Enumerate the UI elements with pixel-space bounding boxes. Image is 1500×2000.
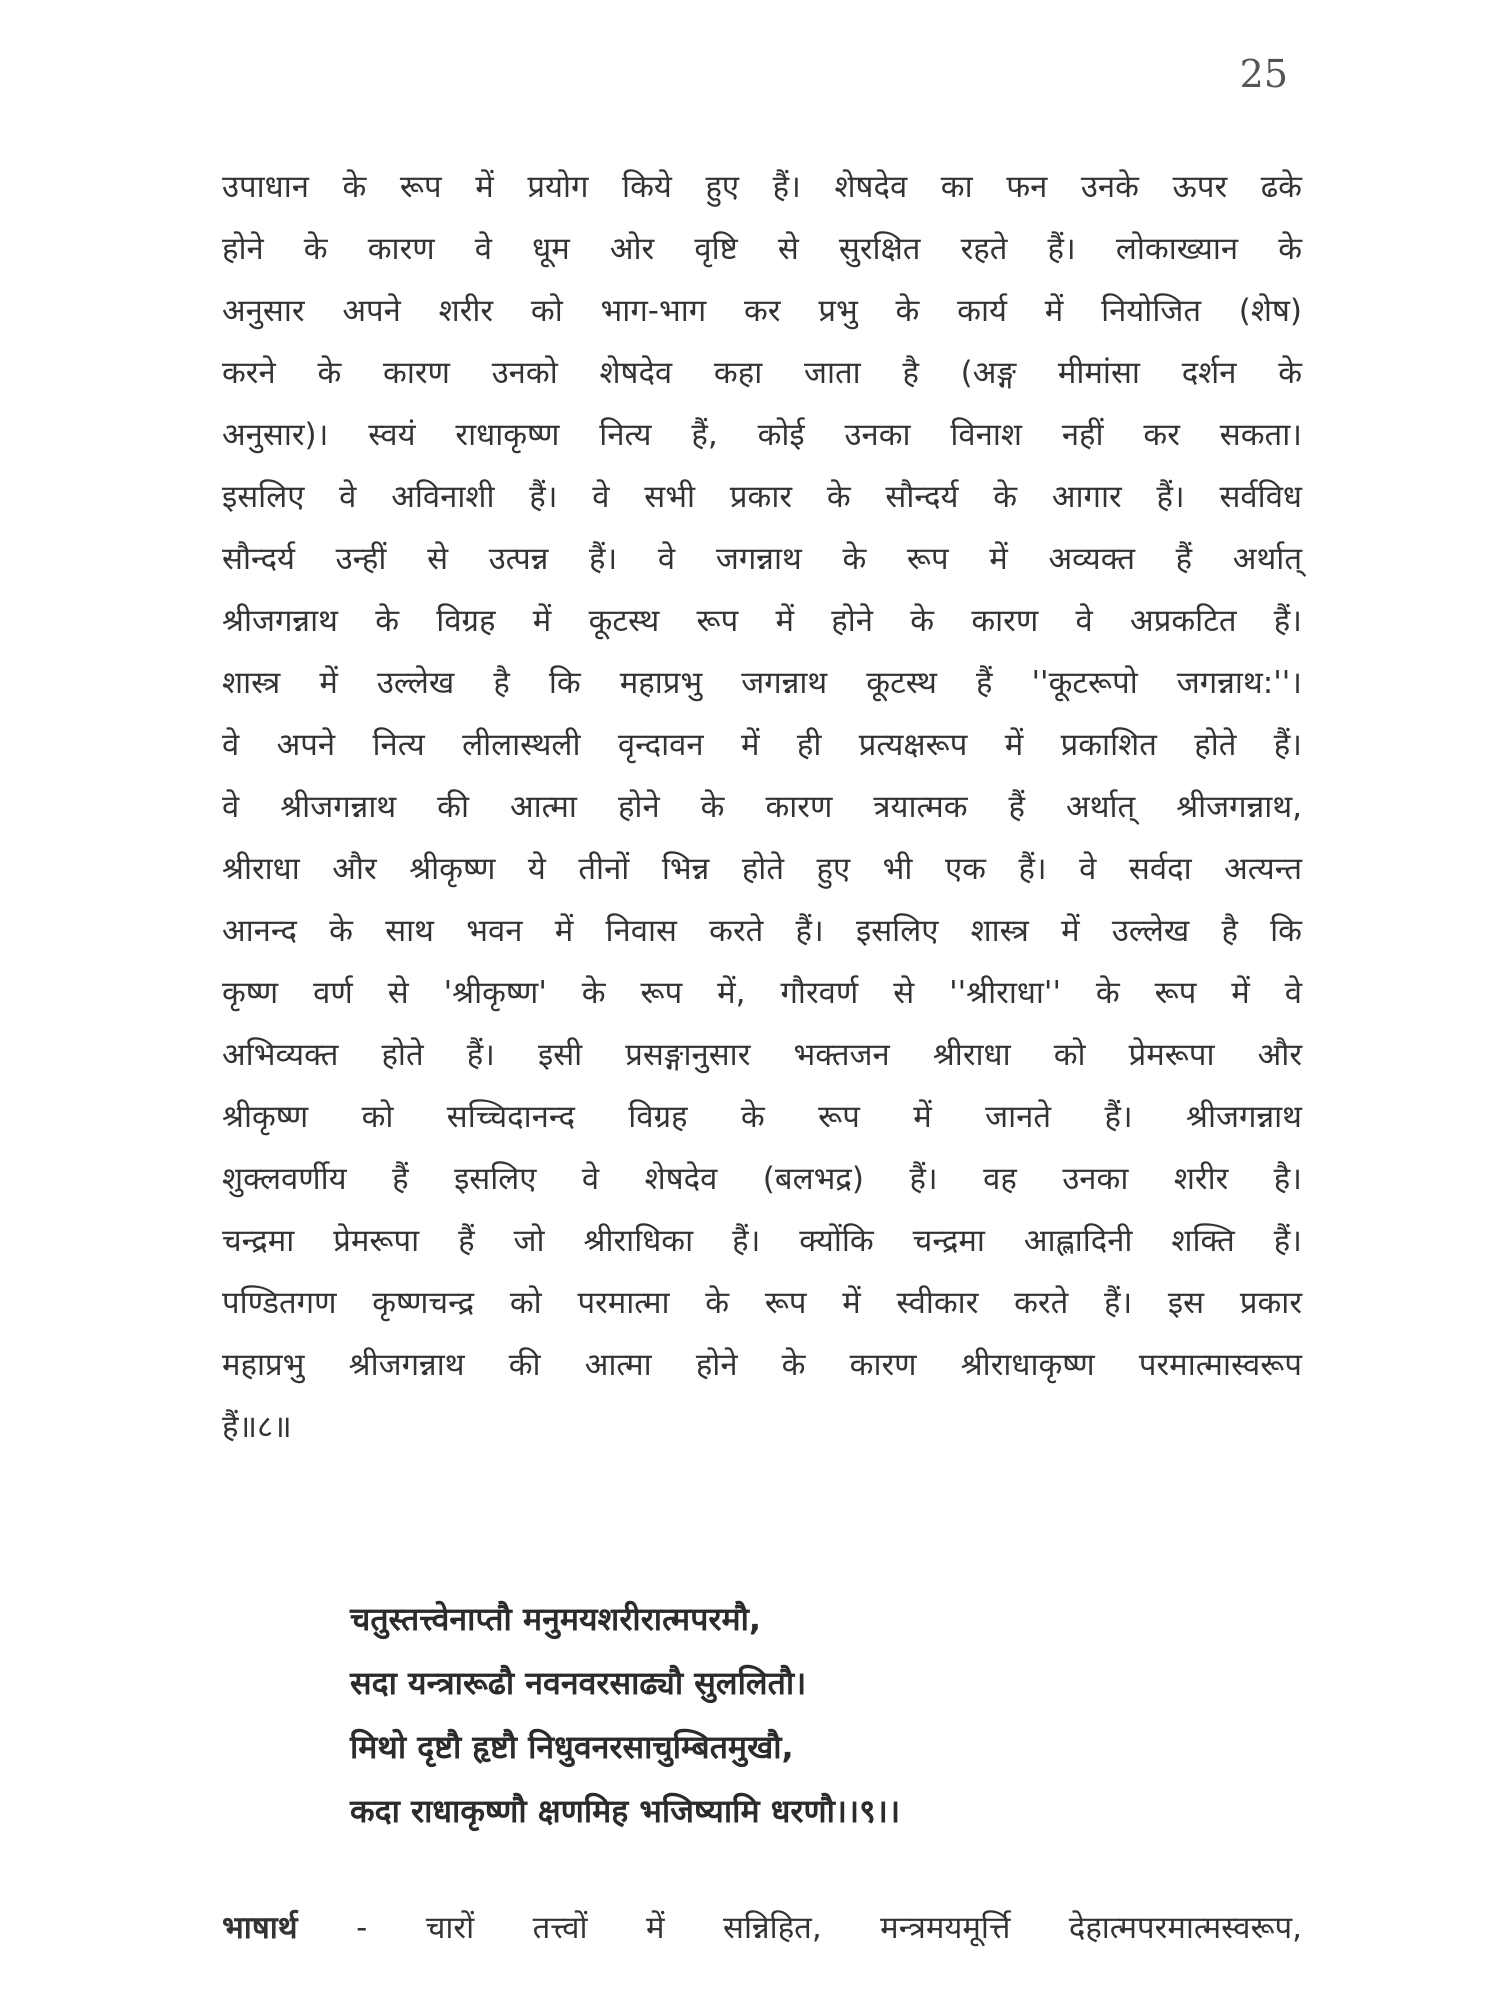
verse-line: चतुस्तत्त्वेनाप्तौ मनुमयशरीरात्मपरमौ, <box>350 1600 762 1638</box>
page-number: 25 <box>1239 52 1288 96</box>
prose-line: करने के कारण उनको शेषदेव कहा जाता है (अङ्ग मीमांसा दर्शन के <box>222 355 1302 391</box>
prose-line: महाप्रभु श्रीजगन्नाथ की आत्मा होने के कारण श्रीराधाकृष्ण परमात्मास्वरूप <box>222 1347 1302 1383</box>
prose-line: हैं॥८॥ <box>222 1409 292 1445</box>
prose-line: चन्द्रमा प्रेमरूपा हैं जो श्रीराधिका हैं। क्योंकि चन्द्रमा आह्लादिनी शक्ति हैं। <box>222 1223 1302 1259</box>
sanskrit-verse <box>350 1587 1300 1843</box>
prose-line: सौन्दर्य उन्हीं से उत्पन्न हैं। वे जगन्नाथ के रूप में अव्यक्त हैं अर्थात् <box>222 541 1302 577</box>
prose-line: इसलिए वे अविनाशी हैं। वे सभी प्रकार के सौन्दर्य के आगार हैं। सर्वविध <box>222 479 1302 515</box>
prose-line: पण्डितगण कृष्णचन्द्र को परमात्मा के रूप में स्वीकार करते हैं। इस प्रकार <box>222 1285 1302 1321</box>
prose-line: होने के कारण वे धूम ओर वृष्टि से सुरक्षित रहते हैं। लोकाख्यान के <box>222 231 1302 267</box>
meaning-text: - चारों तत्त्वों में सन्निहित, मन्त्रमयमूर्त्ति देहात्मपरमात्मस्वरूप, <box>356 1910 1303 1946</box>
verse-line: मिथो दृष्टौ हृष्टौ निधुवनरसाचुम्बितमुखौ, <box>350 1728 794 1766</box>
prose-line: श्रीराधा और श्रीकृष्ण ये तीनों भिन्न होते हुए भी एक हैं। वे सर्वदा अत्यन्त <box>222 851 1302 887</box>
prose-line: अभिव्यक्त होते हैं। इसी प्रसङ्गानुसार भक्तजन श्रीराधा को प्रेमरूपा और <box>222 1037 1302 1073</box>
prose-line: अनुसार)। स्वयं राधाकृष्ण नित्य हैं, कोई उनका विनाश नहीं कर सकता। <box>222 417 1302 453</box>
prose-line: श्रीकृष्ण को सच्चिदानन्द विग्रह के रूप में जानते हैं। श्रीजगन्नाथ <box>222 1099 1302 1135</box>
prose-line: कृष्ण वर्ण से 'श्रीकृष्ण' के रूप में, गौरवर्ण से ''श्रीराधा'' के रूप में वे <box>222 975 1302 1011</box>
prose-line: अनुसार अपने शरीर को भाग-भाग कर प्रभु के कार्य में नियोजित (शेष) <box>222 293 1302 329</box>
prose-line: आनन्द के साथ भवन में निवास करते हैं। इसलिए शास्त्र में उल्लेख है कि <box>222 913 1302 949</box>
prose-line: वे अपने नित्य लीलास्थली वृन्दावन में ही प्रत्यक्षरूप में प्रकाशित होते हैं। <box>222 727 1302 763</box>
prose-line: श्रीजगन्नाथ के विग्रह में कूटस्थ रूप में होने के कारण वे अप्रकटित हैं। <box>222 603 1302 639</box>
prose-paragraph <box>222 156 1302 1458</box>
meaning-label: भाषार्थ <box>222 1910 298 1946</box>
prose-line: उपाधान के रूप में प्रयोग किये हुए हैं। शेषदेव का फन उनके ऊपर ढके <box>222 169 1302 205</box>
prose-line: शास्त्र में उल्लेख है कि महाप्रभु जगन्नाथ कूटस्थ हैं ''कूटरूपो जगन्नाथ:''। <box>222 665 1302 701</box>
verse-line: सदा यन्त्रारूढौ नवनवरसाढ्यौ सुललितौ। <box>350 1664 807 1702</box>
verse-line: कदा राधाकृष्णौ क्षणमिह भजिष्यामि धरणौ।।९।। <box>350 1792 901 1830</box>
meaning-line <box>222 1897 1302 1959</box>
prose-line: वे श्रीजगन्नाथ की आत्मा होने के कारण त्रयात्मक हैं अर्थात् श्रीजगन्नाथ, <box>222 789 1302 825</box>
prose-line: शुक्लवर्णीय हैं इसलिए वे शेषदेव (बलभद्र) हैं। वह उनका शरीर है। <box>222 1161 1302 1197</box>
